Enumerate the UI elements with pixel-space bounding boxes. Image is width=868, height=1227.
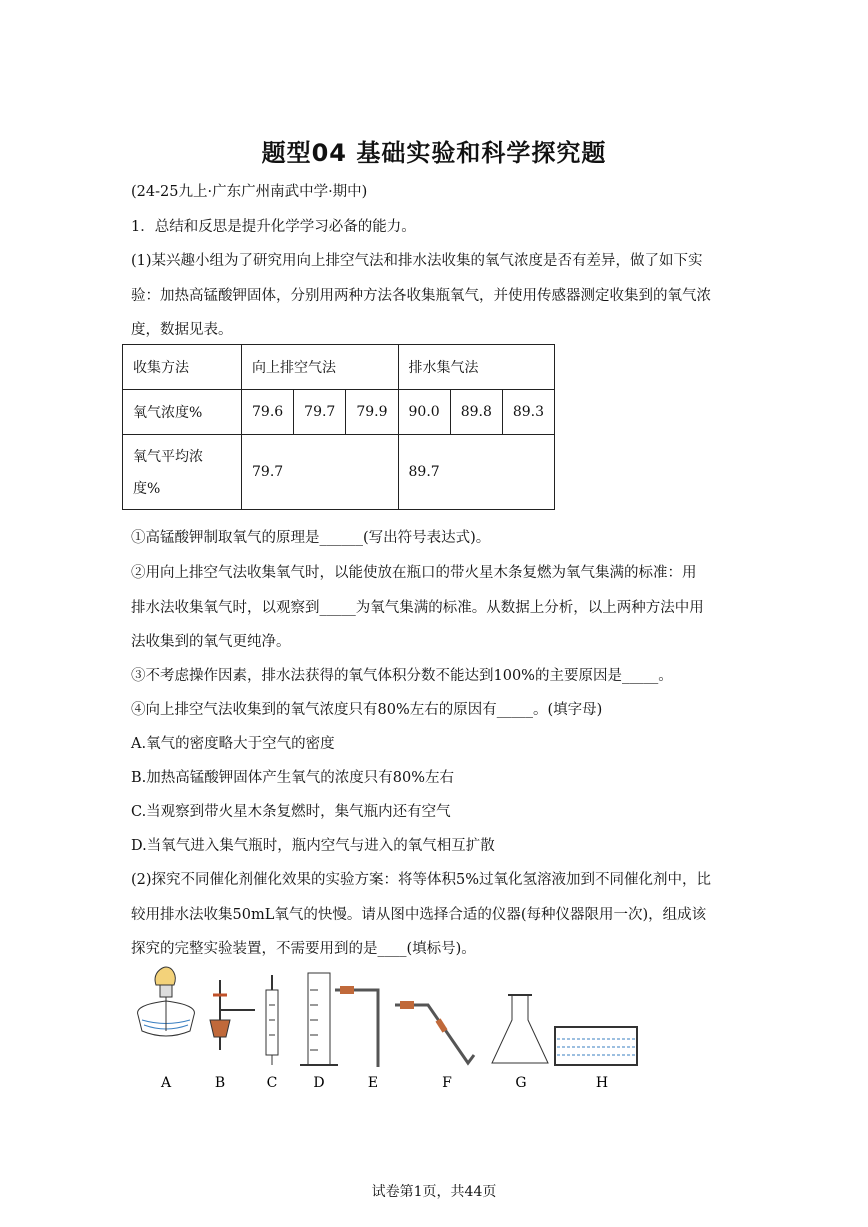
table-cell-line: 氧气平均浓	[133, 449, 203, 465]
table-cell: 79.7	[242, 435, 399, 510]
table-cell: 向上排空气法	[242, 345, 399, 390]
sub-question-2-line-3: 法收集到的氧气更纯净。	[131, 634, 291, 650]
table-cell: 收集方法	[123, 345, 242, 390]
table-cell: 79.6	[242, 390, 294, 435]
part-2-line-1: (2)探究不同催化剂催化效果的实验方案：将等体积5%过氧化氢溶液加到不同催化剂中，比	[131, 872, 712, 888]
option-d: D.当氧气进入集气瓶时，瓶内空气与进入的氧气相互扩散	[131, 838, 495, 854]
apparatus-label-e: E	[367, 1075, 379, 1091]
oxygen-concentration-table	[122, 344, 555, 510]
sub-question-2-line-2: 排水法收集氧气时，以观察到_____为氧气集满的标准。从数据上分析，以上两种方法中用	[131, 600, 704, 616]
apparatus-label-h: H	[595, 1075, 609, 1091]
part-2-line-2: 较用排水法收集50mL氧气的快慢。请从图中选择合适的仪器(每种仪器限用一次)，组成该	[131, 907, 707, 923]
sub-question-3: ③不考虑操作因素，排水法获得的氧气体积分数不能达到100%的主要原因是_____。	[131, 668, 673, 684]
part-1-line-2: 验：加热高锰酸钾固体，分别用两种方法各收集瓶氧气，并使用传感器测定收集到的氧气浓	[131, 288, 711, 304]
syringe-drawing	[266, 975, 278, 1065]
sub-question-4: ④向上排空气法收集到的氧气浓度只有80%左右的原因有_____。(填字母)	[131, 702, 603, 718]
graduated-cylinder-drawing	[300, 973, 338, 1065]
page-title: 题型04 基础实验和科学探究题	[261, 139, 607, 167]
page-footer: 试卷第1页，共44页	[371, 1184, 497, 1200]
alcohol-lamp-drawing	[138, 967, 195, 1036]
part-1-line-1: (1)某兴趣小组为了研究用向上排空气法和排水法收集的氧气浓度是否有差异，做了如下实	[131, 253, 703, 269]
delivery-tube-drawing	[395, 1001, 474, 1063]
sub-question-2-line-1: ②用向上排空气法收集氧气时，以能使放在瓶口的带火星木条复燃为氧气集满的标准：用	[131, 565, 697, 581]
table-cell: 90.0	[398, 390, 450, 435]
apparatus-label-c: C	[266, 1075, 278, 1091]
table-cell	[123, 435, 242, 510]
table-row	[123, 435, 555, 510]
question-1-stem: 1．总结和反思是提升化学学习必备的能力。	[131, 219, 416, 235]
water-trough-drawing	[555, 1027, 637, 1065]
apparatus-label-a: A	[160, 1075, 172, 1091]
table-cell: 排水集气法	[398, 345, 555, 390]
table-cell-line: 度%	[133, 481, 161, 497]
option-a: A.氧气的密度略大于空气的密度	[131, 736, 335, 752]
funnel-stopper-drawing	[210, 980, 255, 1050]
table-cell: 89.3	[502, 390, 554, 435]
sub-question-1: ①高锰酸钾制取氧气的原理是______(写出符号表达式)。	[131, 530, 491, 546]
question-source: (24-25九上·广东广州南武中学·期中)	[131, 184, 368, 200]
table-row	[123, 345, 555, 390]
option-c: C.当观察到带火星木条复燃时，集气瓶内还有空气	[131, 804, 451, 820]
table-row	[123, 390, 555, 435]
part-1-line-3: 度，数据见表。	[131, 322, 233, 338]
bent-tube-drawing	[335, 986, 378, 1067]
table-cell: 89.8	[450, 390, 502, 435]
apparatus-label-b: B	[214, 1075, 226, 1091]
apparatus-figure	[120, 965, 680, 1095]
part-2-line-3: 探究的完整实验装置，不需要用到的是____(填标号)。	[131, 941, 476, 957]
apparatus-label-d: D	[313, 1075, 325, 1091]
table-cell: 79.7	[294, 390, 346, 435]
apparatus-label-g: G	[515, 1075, 527, 1091]
conical-flask-drawing	[492, 995, 548, 1063]
table-cell: 氧气浓度%	[123, 390, 242, 435]
apparatus-label-f: F	[442, 1075, 452, 1091]
option-b: B.加热高锰酸钾固体产生氧气的浓度只有80%左右	[131, 770, 454, 786]
table-cell: 89.7	[398, 435, 555, 510]
table-cell: 79.9	[346, 390, 398, 435]
